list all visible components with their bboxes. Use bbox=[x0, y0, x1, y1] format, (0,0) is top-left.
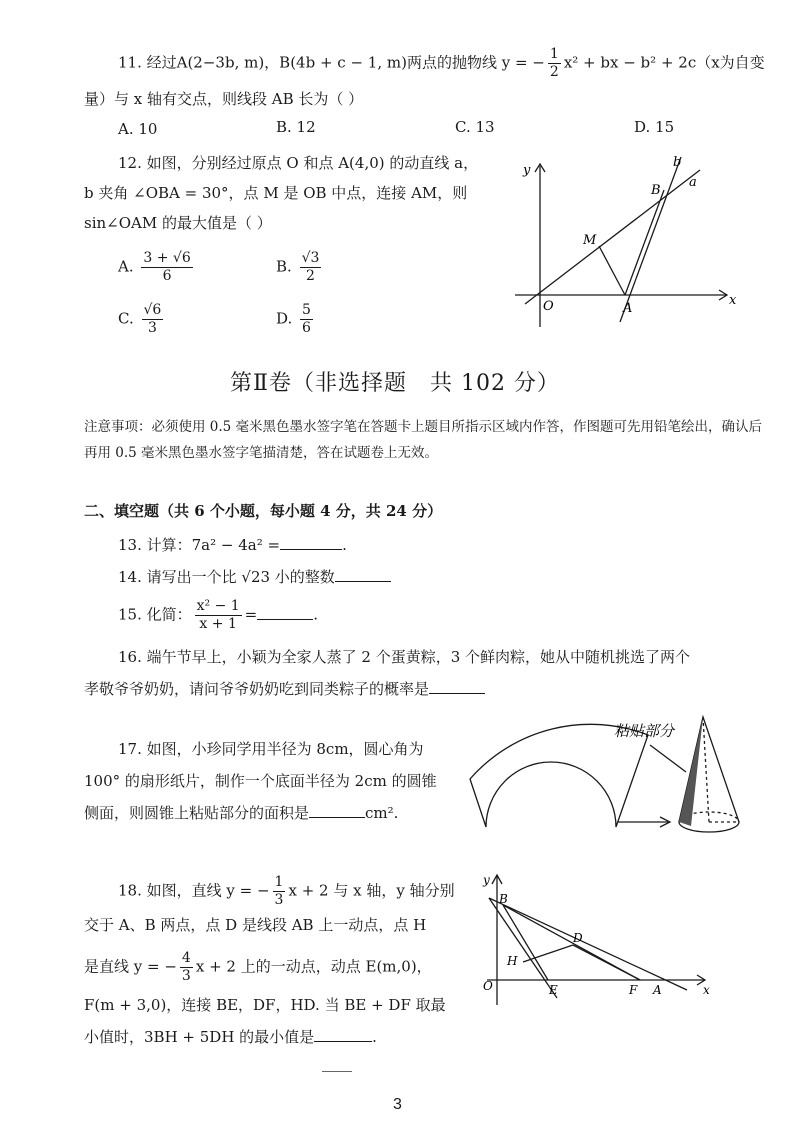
q14-blank bbox=[335, 567, 391, 582]
page-number: 3 bbox=[393, 1096, 402, 1113]
q18-label-a: A bbox=[653, 983, 662, 997]
q17-line3: 侧面，则圆锥上粘贴部分的面积是 cm². bbox=[84, 804, 399, 822]
q12-label-line-b: b bbox=[673, 155, 682, 170]
q12-label-b: B bbox=[651, 183, 661, 198]
q18-label-f: F bbox=[629, 983, 638, 997]
q18-line2: 交于 A、B 两点，点 D 是线段 AB 上一动点，点 H bbox=[84, 916, 427, 934]
q18-label-h: H bbox=[507, 954, 518, 968]
q11-option-d: D. 15 bbox=[634, 118, 675, 136]
q18-segment-be bbox=[503, 905, 548, 980]
q17-label-leader bbox=[650, 745, 686, 772]
section-2-title: 第Ⅱ卷（非选择题 共 102 分） bbox=[230, 371, 560, 396]
q11-option-b: B. 12 bbox=[276, 118, 316, 136]
q18-label-d: D bbox=[573, 931, 583, 945]
q12-line3: sin∠OAM 的最大值是（ ） bbox=[84, 214, 272, 232]
q18-label-b: B bbox=[499, 892, 508, 906]
q18-line3: 是直线 y = − $\frac{4}{3}$ x + 2 上的一动点，动点 E(m,0)， bbox=[84, 950, 432, 984]
q12-line2: b 夹角 ∠OBA = 30°，点 M 是 OB 中点，连接 AM，则 bbox=[84, 184, 468, 202]
q16-line2: 孝敬爷爷奶奶，请问爷爷奶奶吃到同类粽子的概率是 bbox=[84, 678, 485, 699]
q11-line2: 量）与 x 轴有交点，则线段 AB 长为（ ） bbox=[84, 90, 364, 108]
q12-label-a: A bbox=[623, 301, 633, 316]
q12-label-m: M bbox=[583, 233, 597, 248]
q11-option-a: A. 10 bbox=[118, 120, 158, 138]
q16-blank bbox=[429, 679, 485, 694]
q18-line1: 18. 如图，直线 y = − $\frac{1}{3}$ x + 2 与 x 轴，y 轴分别 bbox=[118, 874, 455, 908]
q12-option-c: C. $\frac{√6}{3}$ bbox=[118, 302, 162, 336]
q12-label-line-a: a bbox=[689, 175, 697, 190]
q15-blank bbox=[257, 605, 313, 620]
q11-line1: 11. 经过A(2−3b, m)，B(4b + c − 1, m)两点的抛物线 y = − $\frac{1}{2}$ x² + bx − b² + 2c（x为自变 bbox=[118, 46, 765, 80]
q11-fraction: $\frac{1}{2}$ bbox=[549, 46, 559, 80]
q12-option-a: A. $\frac{3 + √6}{6}$ bbox=[118, 250, 191, 284]
q14: 14. 请写出一个比 √23 小的整数 bbox=[118, 566, 391, 587]
page-footer-rule bbox=[322, 1071, 352, 1072]
q18-figure bbox=[475, 870, 720, 1010]
fill-blank-heading: 二、填空题（共 6 个小题，每小题 4 分，共 24 分） bbox=[84, 502, 443, 520]
q12-option-b: B. $\frac{√3}{2}$ bbox=[276, 250, 320, 284]
q12-label-x: x bbox=[729, 293, 737, 308]
q17-line2: 100° 的扇形纸片，制作一个底面半径为 2cm 的圆锥 bbox=[84, 772, 437, 790]
q18-label-y: y bbox=[483, 873, 490, 887]
q18-line-ab bbox=[489, 898, 687, 990]
q18-label-x: x bbox=[703, 983, 710, 997]
q15: 15. 化简： $\frac{\text{x² − 1}}{x + 1}$ = . bbox=[118, 598, 319, 632]
q12-label-y: y bbox=[523, 163, 531, 178]
q12-line-a bbox=[525, 170, 700, 304]
q18-line-bh bbox=[489, 898, 557, 998]
q18-segment-hd bbox=[523, 945, 573, 962]
q11-option-c: C. 13 bbox=[455, 118, 495, 136]
q17-figure bbox=[460, 712, 760, 842]
q12-segment-am bbox=[599, 246, 625, 295]
q17-cone-glue-strip bbox=[679, 717, 703, 826]
q18-label-e: E bbox=[549, 983, 558, 997]
q17-label-glue: 粘贴部分 bbox=[614, 722, 675, 740]
q17-line1: 17. 如图，小珍同学用半径为 8cm，圆心角为 bbox=[118, 740, 424, 758]
q18-label-o: O bbox=[483, 979, 493, 993]
q18-blank bbox=[314, 1027, 372, 1042]
q16-line1: 16. 端午节早上，小颖为全家人蒸了 2 个蛋黄粽，3 个鲜肉粽，她从中随机挑选了两个 bbox=[118, 648, 691, 666]
q12-line1: 12. 如图，分别经过原点 O 和点 A(4,0) 的动直线 a， bbox=[118, 154, 479, 172]
q12-option-d: D. $\frac{5}{6}$ bbox=[276, 302, 311, 336]
q18-segment-df bbox=[573, 945, 640, 980]
q12-figure bbox=[505, 152, 745, 332]
q12-segment-ab bbox=[625, 190, 664, 295]
q18-line5: 小值时，3BH + 5DH 的最小值是 . bbox=[84, 1028, 377, 1046]
q13-blank bbox=[280, 535, 342, 550]
q17-blank bbox=[309, 803, 365, 818]
section-2-note: 注意事项：必须使用 0.5 毫米黑色墨水签字笔在答题卡上题目所指示区域内作答，作图题可先用铅笔绘出，确认后再用 0.5 毫米黑色墨水签字笔描清楚，答在试题卷上无效。 bbox=[84, 419, 763, 461]
q12-label-o: O bbox=[543, 299, 554, 314]
q18-line4: F(m + 3,0)，连接 BE，DF，HD. 当 BE + DF 取最 bbox=[84, 996, 446, 1014]
q12-line-b bbox=[620, 157, 681, 322]
q13: 13. 计算：7a² − 4a² = . bbox=[118, 536, 347, 554]
